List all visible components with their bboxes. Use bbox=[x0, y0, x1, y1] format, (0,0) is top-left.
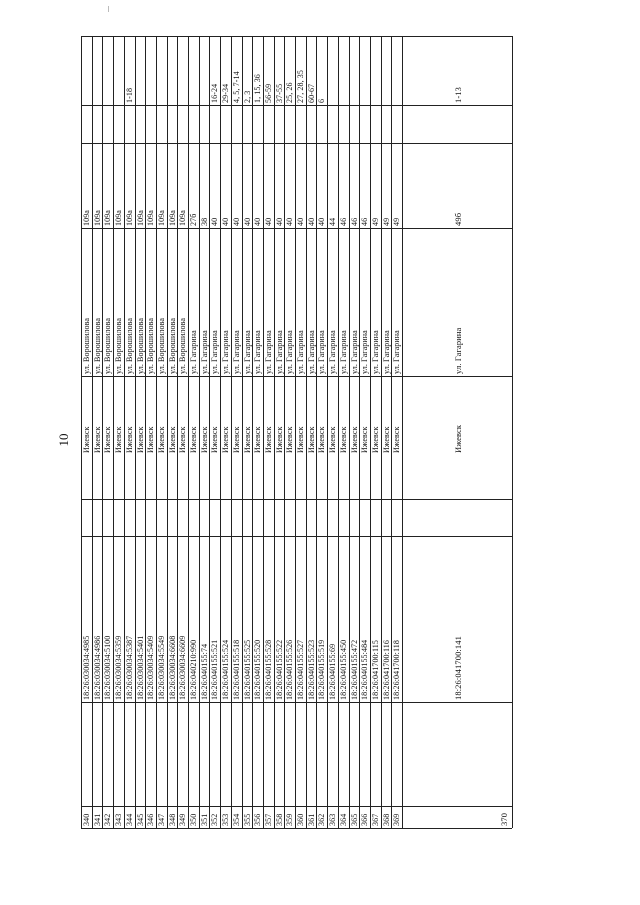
house-number-cell: 109а bbox=[92, 210, 102, 226]
cadastral-number-cell: 18:26:040155:472 bbox=[349, 639, 359, 700]
cadastral-number-cell: 18:26:030034:4985 bbox=[82, 635, 91, 700]
city-cell: Ижевск bbox=[114, 426, 124, 453]
table-border bbox=[81, 828, 512, 829]
city-cell: Ижевск bbox=[92, 426, 102, 453]
apartments-cell: 1-13 bbox=[453, 87, 463, 103]
cadastral-number-cell: 18:26:040155:524 bbox=[221, 639, 231, 700]
house-number-cell: 46 bbox=[360, 217, 370, 226]
street-cell: ул. Гагарина bbox=[296, 330, 305, 374]
house-number-cell: 109а bbox=[156, 210, 166, 226]
city-cell: Ижевск bbox=[349, 426, 359, 453]
row-number-cell: 346 bbox=[146, 813, 156, 826]
row-separator bbox=[402, 36, 403, 828]
street-cell: ул. Гагарина bbox=[285, 330, 295, 374]
house-number-cell: 49 bbox=[381, 217, 391, 226]
city-cell: Ижевск bbox=[242, 426, 252, 453]
street-cell: ул. Гагарина bbox=[210, 330, 220, 374]
city-cell: Ижевск bbox=[370, 426, 380, 453]
apartments-cell: 25, 26 bbox=[285, 82, 295, 103]
street-cell: ул. Ворошилова bbox=[124, 317, 134, 374]
street-cell: ул. Гагарина bbox=[338, 330, 348, 374]
row-number-cell: 362 bbox=[317, 813, 327, 826]
cadastral-number-cell: 18:26:030034:6608 bbox=[167, 635, 177, 700]
row-number-cell: 349 bbox=[178, 813, 188, 826]
street-cell: ул. Ворошилова bbox=[135, 317, 145, 374]
cadastral-number-cell: 18:26:041700:115 bbox=[370, 640, 380, 700]
row-number-cell: 363 bbox=[328, 813, 338, 826]
city-cell: Ижевск bbox=[178, 426, 188, 453]
row-number-cell: 356 bbox=[253, 813, 263, 826]
street-cell: ул. Ворошилова bbox=[178, 317, 188, 374]
apartments-cell: 37-55 bbox=[274, 83, 284, 103]
city-cell: Ижевск bbox=[317, 426, 327, 453]
row-number-cell: 364 bbox=[338, 813, 348, 826]
row-number-cell: 369 bbox=[392, 813, 402, 826]
cadastral-number-cell: 18:26:040155:528 bbox=[263, 639, 273, 700]
city-cell: Ижевск bbox=[453, 424, 463, 453]
street-cell: ул. Гагарина bbox=[328, 330, 338, 374]
cadastral-number-cell: 18:26:030034:5387 bbox=[124, 635, 134, 700]
row-number-cell: 342 bbox=[103, 813, 113, 826]
house-number-cell: 44 bbox=[328, 217, 338, 226]
city-cell: Ижевск bbox=[263, 426, 273, 453]
apartments-cell: 16-24 bbox=[210, 83, 220, 103]
house-number-cell: 109а bbox=[135, 210, 145, 226]
cadastral-number-cell: 18:26:030034:5100 bbox=[103, 635, 113, 700]
cadastral-number-cell: 18:26:040155:522 bbox=[274, 639, 284, 700]
street-cell: ул. Ворошилова bbox=[103, 317, 113, 374]
street-cell: ул. Гагарина bbox=[360, 330, 370, 374]
city-cell: Ижевск bbox=[146, 426, 156, 453]
row-number-cell: 358 bbox=[274, 813, 284, 826]
house-number-cell: 40 bbox=[285, 217, 295, 226]
row-number-cell: 340 bbox=[82, 813, 91, 826]
city-cell: Ижевск bbox=[189, 426, 198, 453]
row-number-cell: 347 bbox=[156, 813, 166, 826]
row-number-cell: 343 bbox=[114, 813, 124, 826]
city-cell: Ижевск bbox=[274, 426, 284, 453]
column-separator bbox=[81, 702, 512, 703]
table-border bbox=[512, 36, 513, 828]
street-cell: ул. Ворошилова bbox=[167, 317, 177, 374]
house-number-cell: 109а bbox=[167, 210, 177, 226]
cadastral-number-cell: 18:26:040155:74 bbox=[199, 643, 209, 700]
city-cell: Ижевск bbox=[296, 426, 305, 453]
house-number-cell: 49 bbox=[370, 217, 380, 226]
street-cell: ул. Ворошилова bbox=[156, 317, 166, 374]
street-cell: ул. Гагарина bbox=[253, 330, 263, 374]
cadastral-number-cell: 18:26:041700:116 bbox=[381, 640, 391, 700]
row-number-cell: 350 bbox=[189, 813, 198, 826]
house-number-cell: 40 bbox=[263, 217, 273, 226]
row-number-cell: 367 bbox=[370, 813, 380, 826]
street-cell: ул. Гагарина bbox=[306, 330, 316, 374]
cadastral-number-cell: 18:26:030034:6609 bbox=[178, 635, 188, 700]
row-number-cell: 368 bbox=[381, 813, 391, 826]
city-cell: Ижевск bbox=[285, 426, 295, 453]
cadastral-number-cell: 18:26:030034:5549 bbox=[156, 635, 166, 700]
cadastral-number-cell: 18:26:040155:518 bbox=[231, 639, 241, 700]
house-number-cell: 109а bbox=[114, 210, 124, 226]
cadastral-number-cell: 18:26:040155:484 bbox=[360, 639, 370, 700]
street-cell: ул. Гагарина bbox=[381, 330, 391, 374]
apartments-cell: 1-18 bbox=[124, 87, 134, 103]
street-cell: ул. Гагарина bbox=[189, 330, 198, 374]
house-number-cell: 46 bbox=[349, 217, 359, 226]
row-number-cell: 344 bbox=[124, 813, 134, 826]
cadastral-number-cell: 18:26:030034:5409 bbox=[146, 635, 156, 700]
street-cell: ул. Ворошилова bbox=[114, 317, 124, 374]
column-separator bbox=[81, 499, 512, 500]
row-number-cell: 355 bbox=[242, 813, 252, 826]
row-number-cell: 351 bbox=[199, 813, 209, 826]
apartments-cell: 56-59 bbox=[263, 83, 273, 103]
house-number-cell: 109а bbox=[146, 210, 156, 226]
row-number-cell: 360 bbox=[296, 813, 305, 826]
cadastral-number-cell: 18:26:041700:141 bbox=[453, 636, 463, 700]
cadastral-number-cell: 18:26:040155:525 bbox=[242, 639, 252, 700]
street-cell: ул. Гагарина bbox=[274, 330, 284, 374]
city-cell: Ижевск bbox=[156, 426, 166, 453]
city-cell: Ижевск bbox=[392, 426, 402, 453]
street-cell: ул. Гагарина bbox=[199, 330, 209, 374]
row-number-cell: 345 bbox=[135, 813, 145, 826]
cadastral-number-cell: 18:26:030034:4986 bbox=[92, 635, 102, 700]
house-number-cell: 40 bbox=[296, 217, 305, 226]
cadastral-number-cell: 18:26:040155:519 bbox=[317, 639, 327, 700]
house-number-cell: 109а bbox=[124, 210, 134, 226]
apartments-cell: 27, 28, 35 bbox=[296, 70, 305, 103]
house-number-cell: 40 bbox=[231, 217, 241, 226]
house-number-cell: 40 bbox=[242, 217, 252, 226]
row-number-cell: 370 bbox=[499, 812, 509, 826]
row-number-cell: 354 bbox=[231, 813, 241, 826]
row-number-cell: 352 bbox=[210, 813, 220, 826]
city-cell: Ижевск bbox=[328, 426, 338, 453]
street-cell: ул. Гагарина bbox=[392, 330, 402, 374]
city-cell: Ижевск bbox=[103, 426, 113, 453]
cadastral-number-cell: 18:26:040210:990 bbox=[189, 639, 198, 700]
cadastral-number-cell: 18:26:040155:523 bbox=[306, 639, 316, 700]
city-cell: Ижевск bbox=[231, 426, 241, 453]
column-separator bbox=[81, 536, 512, 537]
city-cell: Ижевск bbox=[253, 426, 263, 453]
house-number-cell: 49б bbox=[453, 212, 463, 226]
street-cell: ул. Гагарина bbox=[231, 330, 241, 374]
cadastral-number-cell: 18:26:041700:118 bbox=[392, 640, 402, 700]
row-number-cell: 341 bbox=[92, 813, 102, 826]
cadastral-number-cell: 18:26:030034:5359 bbox=[114, 635, 124, 700]
column-separator bbox=[81, 376, 512, 377]
street-cell: ул. Гагарина bbox=[370, 330, 380, 374]
row-number-cell: 359 bbox=[285, 813, 295, 826]
street-cell: ул. Гагарина bbox=[453, 327, 463, 374]
street-cell: ул. Ворошилова bbox=[92, 317, 102, 374]
row-number-cell: 348 bbox=[167, 813, 177, 826]
column-separator bbox=[81, 806, 512, 807]
street-cell: ул. Гагарина bbox=[349, 330, 359, 374]
city-cell: Ижевск bbox=[221, 426, 231, 453]
house-number-cell: 49 bbox=[392, 217, 402, 226]
apartments-cell: 1, 15, 36 bbox=[253, 74, 263, 103]
row-number-cell: 353 bbox=[221, 813, 231, 826]
house-number-cell: 40 bbox=[274, 217, 284, 226]
apartments-cell: 6 bbox=[317, 98, 327, 103]
page-number: 10 bbox=[56, 433, 71, 447]
city-cell: Ижевск bbox=[210, 426, 220, 453]
column-separator bbox=[81, 228, 512, 229]
city-cell: Ижевск bbox=[124, 426, 134, 453]
cadastral-number-cell: 18:26:040155:527 bbox=[296, 639, 305, 700]
city-cell: Ижевск bbox=[381, 426, 391, 453]
apartments-cell: 60-67 bbox=[306, 83, 316, 103]
column-separator bbox=[81, 105, 512, 106]
cadastral-number-cell: 18:26:040155:69 bbox=[328, 643, 338, 700]
house-number-cell: 40 bbox=[317, 217, 327, 226]
street-cell: ул. Гагарина bbox=[242, 330, 252, 374]
cadastral-number-cell: 18:26:040155:520 bbox=[253, 639, 263, 700]
city-cell: Ижевск bbox=[82, 426, 91, 453]
city-cell: Ижевск bbox=[135, 426, 145, 453]
city-cell: Ижевск bbox=[338, 426, 348, 453]
cadastral-number-cell: 18:26:040155:526 bbox=[285, 639, 295, 700]
house-number-cell: 40 bbox=[221, 217, 231, 226]
street-cell: ул. Ворошилова bbox=[146, 317, 156, 374]
cadastral-number-cell: 18:26:030034:5401 bbox=[135, 635, 145, 700]
city-cell: Ижевск bbox=[167, 426, 177, 453]
house-number-cell: 38 bbox=[199, 217, 209, 226]
house-number-cell: 109а bbox=[178, 210, 188, 226]
cadastral-number-cell: 18:26:040155:450 bbox=[338, 639, 348, 700]
street-cell: ул. Гагарина bbox=[221, 330, 231, 374]
house-number-cell: 27б bbox=[189, 213, 198, 226]
city-cell: Ижевск bbox=[199, 426, 209, 453]
apartments-cell: 4, 5, 7-14 bbox=[231, 71, 241, 103]
house-number-cell: 109а bbox=[103, 210, 113, 226]
cadastral-number-cell: 18:26:040155:521 bbox=[210, 639, 220, 700]
house-number-cell: 40 bbox=[306, 217, 316, 226]
apartments-cell: 29-34 bbox=[221, 83, 231, 103]
row-number-cell: 366 bbox=[360, 813, 370, 826]
row-number-cell: 357 bbox=[263, 813, 273, 826]
row-number-cell: 361 bbox=[306, 813, 316, 826]
house-number-cell: 40 bbox=[253, 217, 263, 226]
house-number-cell: 109а bbox=[82, 210, 91, 226]
house-number-cell: 46 bbox=[338, 217, 348, 226]
street-cell: ул. Гагарина bbox=[317, 330, 327, 374]
apartments-cell: 2, 3 bbox=[242, 90, 252, 103]
street-cell: ул. Ворошилова bbox=[82, 317, 91, 374]
street-cell: ул. Гагарина bbox=[263, 330, 273, 374]
column-separator bbox=[81, 143, 512, 144]
row-number-cell: 365 bbox=[349, 813, 359, 826]
city-cell: Ижевск bbox=[306, 426, 316, 453]
city-cell: Ижевск bbox=[360, 426, 370, 453]
house-number-cell: 40 bbox=[210, 217, 220, 226]
